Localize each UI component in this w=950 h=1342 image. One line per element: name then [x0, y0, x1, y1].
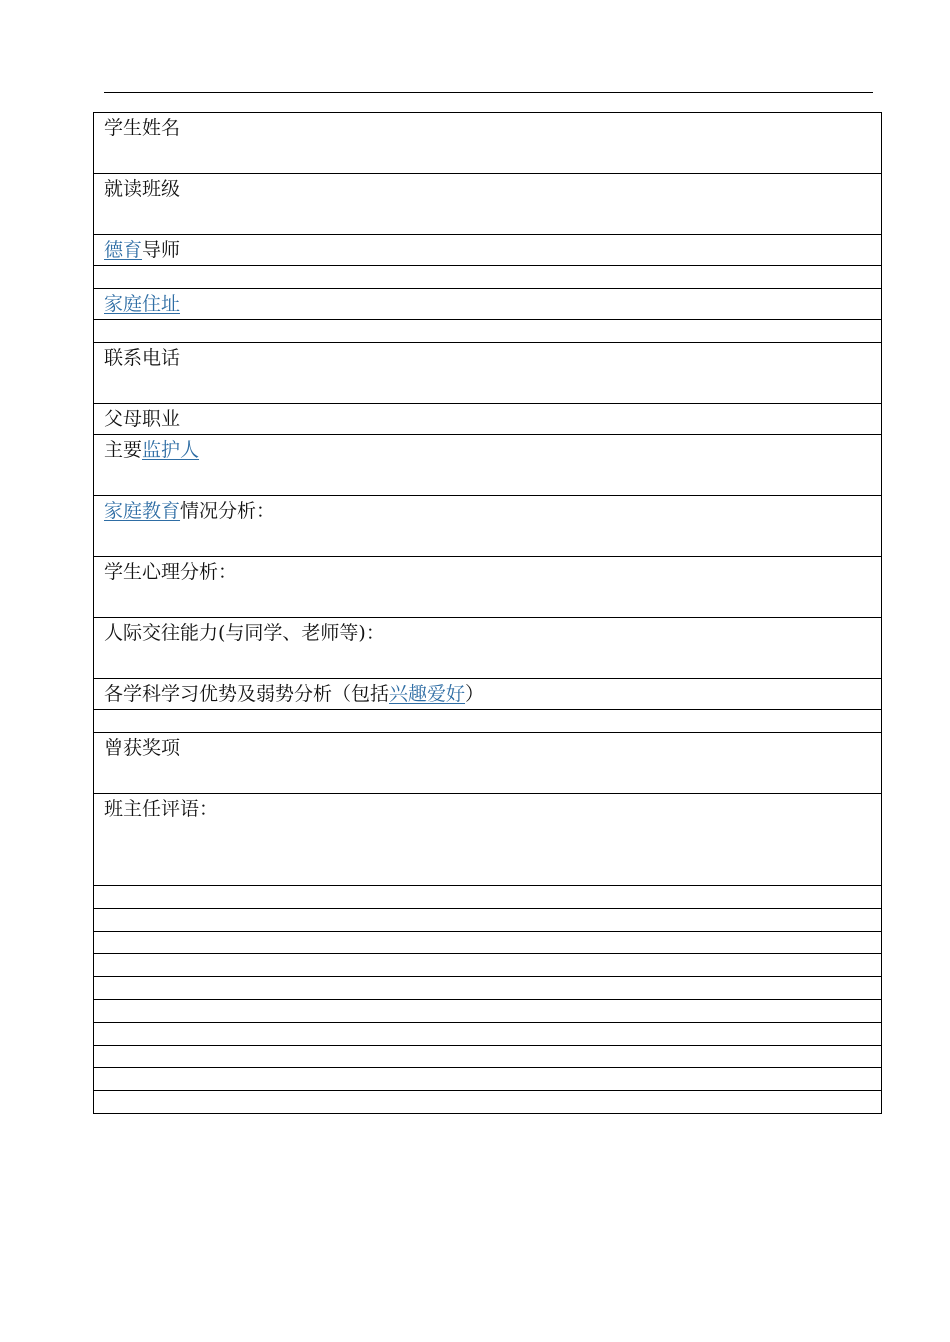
- row-class: [94, 174, 882, 235]
- student-profile-form: [93, 112, 882, 1114]
- label-home-address: [104, 289, 871, 317]
- row-comment-line: [94, 1091, 882, 1114]
- cell-psychology[interactable]: [94, 557, 882, 618]
- row-home-address-input: [94, 320, 882, 343]
- row-subjects-input: [94, 710, 882, 733]
- row-comment-line: [94, 999, 882, 1022]
- link-family-education[interactable]: 家庭教育: [104, 500, 181, 522]
- label-teacher-comment: 班主任评语：: [104, 798, 219, 820]
- label-class: 就读班级: [104, 178, 181, 200]
- row-comment-line: [94, 931, 882, 954]
- label-family-education: [104, 496, 871, 524]
- row-psychology: [94, 557, 882, 618]
- label-guardian: [104, 435, 871, 463]
- label-phone: 联系电话: [104, 347, 181, 369]
- cell-comment-line[interactable]: [94, 931, 882, 954]
- label-awards: 曾获奖项: [104, 737, 181, 759]
- link-moral-education[interactable]: 德育: [104, 239, 143, 261]
- row-interpersonal: [94, 618, 882, 679]
- cell-comment-line[interactable]: [94, 999, 882, 1022]
- cell-student-name[interactable]: [94, 113, 882, 174]
- row-tutor: [94, 235, 882, 266]
- label-student-name: 学生姓名: [104, 117, 181, 139]
- label-tutor-rest: 导师: [142, 239, 181, 261]
- cell-comment-line[interactable]: [94, 1045, 882, 1068]
- cell-class[interactable]: [94, 174, 882, 235]
- cell-subjects: [94, 679, 882, 710]
- link-home-address[interactable]: 家庭住址: [104, 293, 181, 315]
- cell-comment-line[interactable]: [94, 1022, 882, 1045]
- cell-comment-line[interactable]: [94, 1068, 882, 1091]
- cell-family-education[interactable]: [94, 496, 882, 557]
- label-interpersonal: 人际交往能力(与同学、老师等)：: [104, 622, 385, 644]
- label-parents-job: 父母职业: [104, 408, 181, 430]
- row-comment-line: [94, 886, 882, 909]
- cell-home-address: [94, 289, 882, 320]
- row-comment-line: [94, 954, 882, 977]
- label-family-education-rest: 情况分析：: [180, 500, 276, 522]
- label-psychology: 学生心理分析：: [104, 561, 238, 583]
- label-subjects-prefix: 各学科学习优势及弱势分析（包括: [104, 683, 390, 705]
- cell-comment-line[interactable]: [94, 977, 882, 1000]
- cell-guardian[interactable]: [94, 435, 882, 496]
- cell-phone[interactable]: [94, 343, 882, 404]
- cell-tutor: [94, 235, 882, 266]
- row-tutor-input: [94, 266, 882, 289]
- row-comment-line: [94, 908, 882, 931]
- label-subjects: [104, 679, 871, 707]
- row-awards: [94, 733, 882, 794]
- row-guardian: [94, 435, 882, 496]
- cell-home-address-input[interactable]: [94, 320, 882, 343]
- cell-tutor-input[interactable]: [94, 266, 882, 289]
- cell-awards[interactable]: [94, 733, 882, 794]
- cell-parents-job[interactable]: [94, 404, 882, 435]
- row-phone: [94, 343, 882, 404]
- cell-comment-line[interactable]: [94, 908, 882, 931]
- cell-subjects-input[interactable]: [94, 710, 882, 733]
- link-hobbies[interactable]: 兴趣爱好: [389, 683, 466, 705]
- label-guardian-prefix: 主要: [104, 439, 143, 461]
- row-family-education: [94, 496, 882, 557]
- label-subjects-suffix: ）: [465, 683, 485, 705]
- cell-teacher-comment[interactable]: [94, 794, 882, 886]
- row-home-address: [94, 289, 882, 320]
- row-parents-job: [94, 404, 882, 435]
- link-guardian[interactable]: 监护人: [142, 439, 200, 461]
- cell-comment-line[interactable]: [94, 886, 882, 909]
- cell-comment-line[interactable]: [94, 954, 882, 977]
- row-comment-line: [94, 1022, 882, 1045]
- row-teacher-comment: [94, 794, 882, 886]
- cell-comment-line[interactable]: [94, 1091, 882, 1114]
- row-comment-line: [94, 1045, 882, 1068]
- cell-interpersonal[interactable]: [94, 618, 882, 679]
- row-comment-line: [94, 977, 882, 1000]
- header-rule: [104, 92, 873, 93]
- row-student-name: [94, 113, 882, 174]
- row-subjects: [94, 679, 882, 710]
- row-comment-line: [94, 1068, 882, 1091]
- label-tutor: [104, 235, 871, 263]
